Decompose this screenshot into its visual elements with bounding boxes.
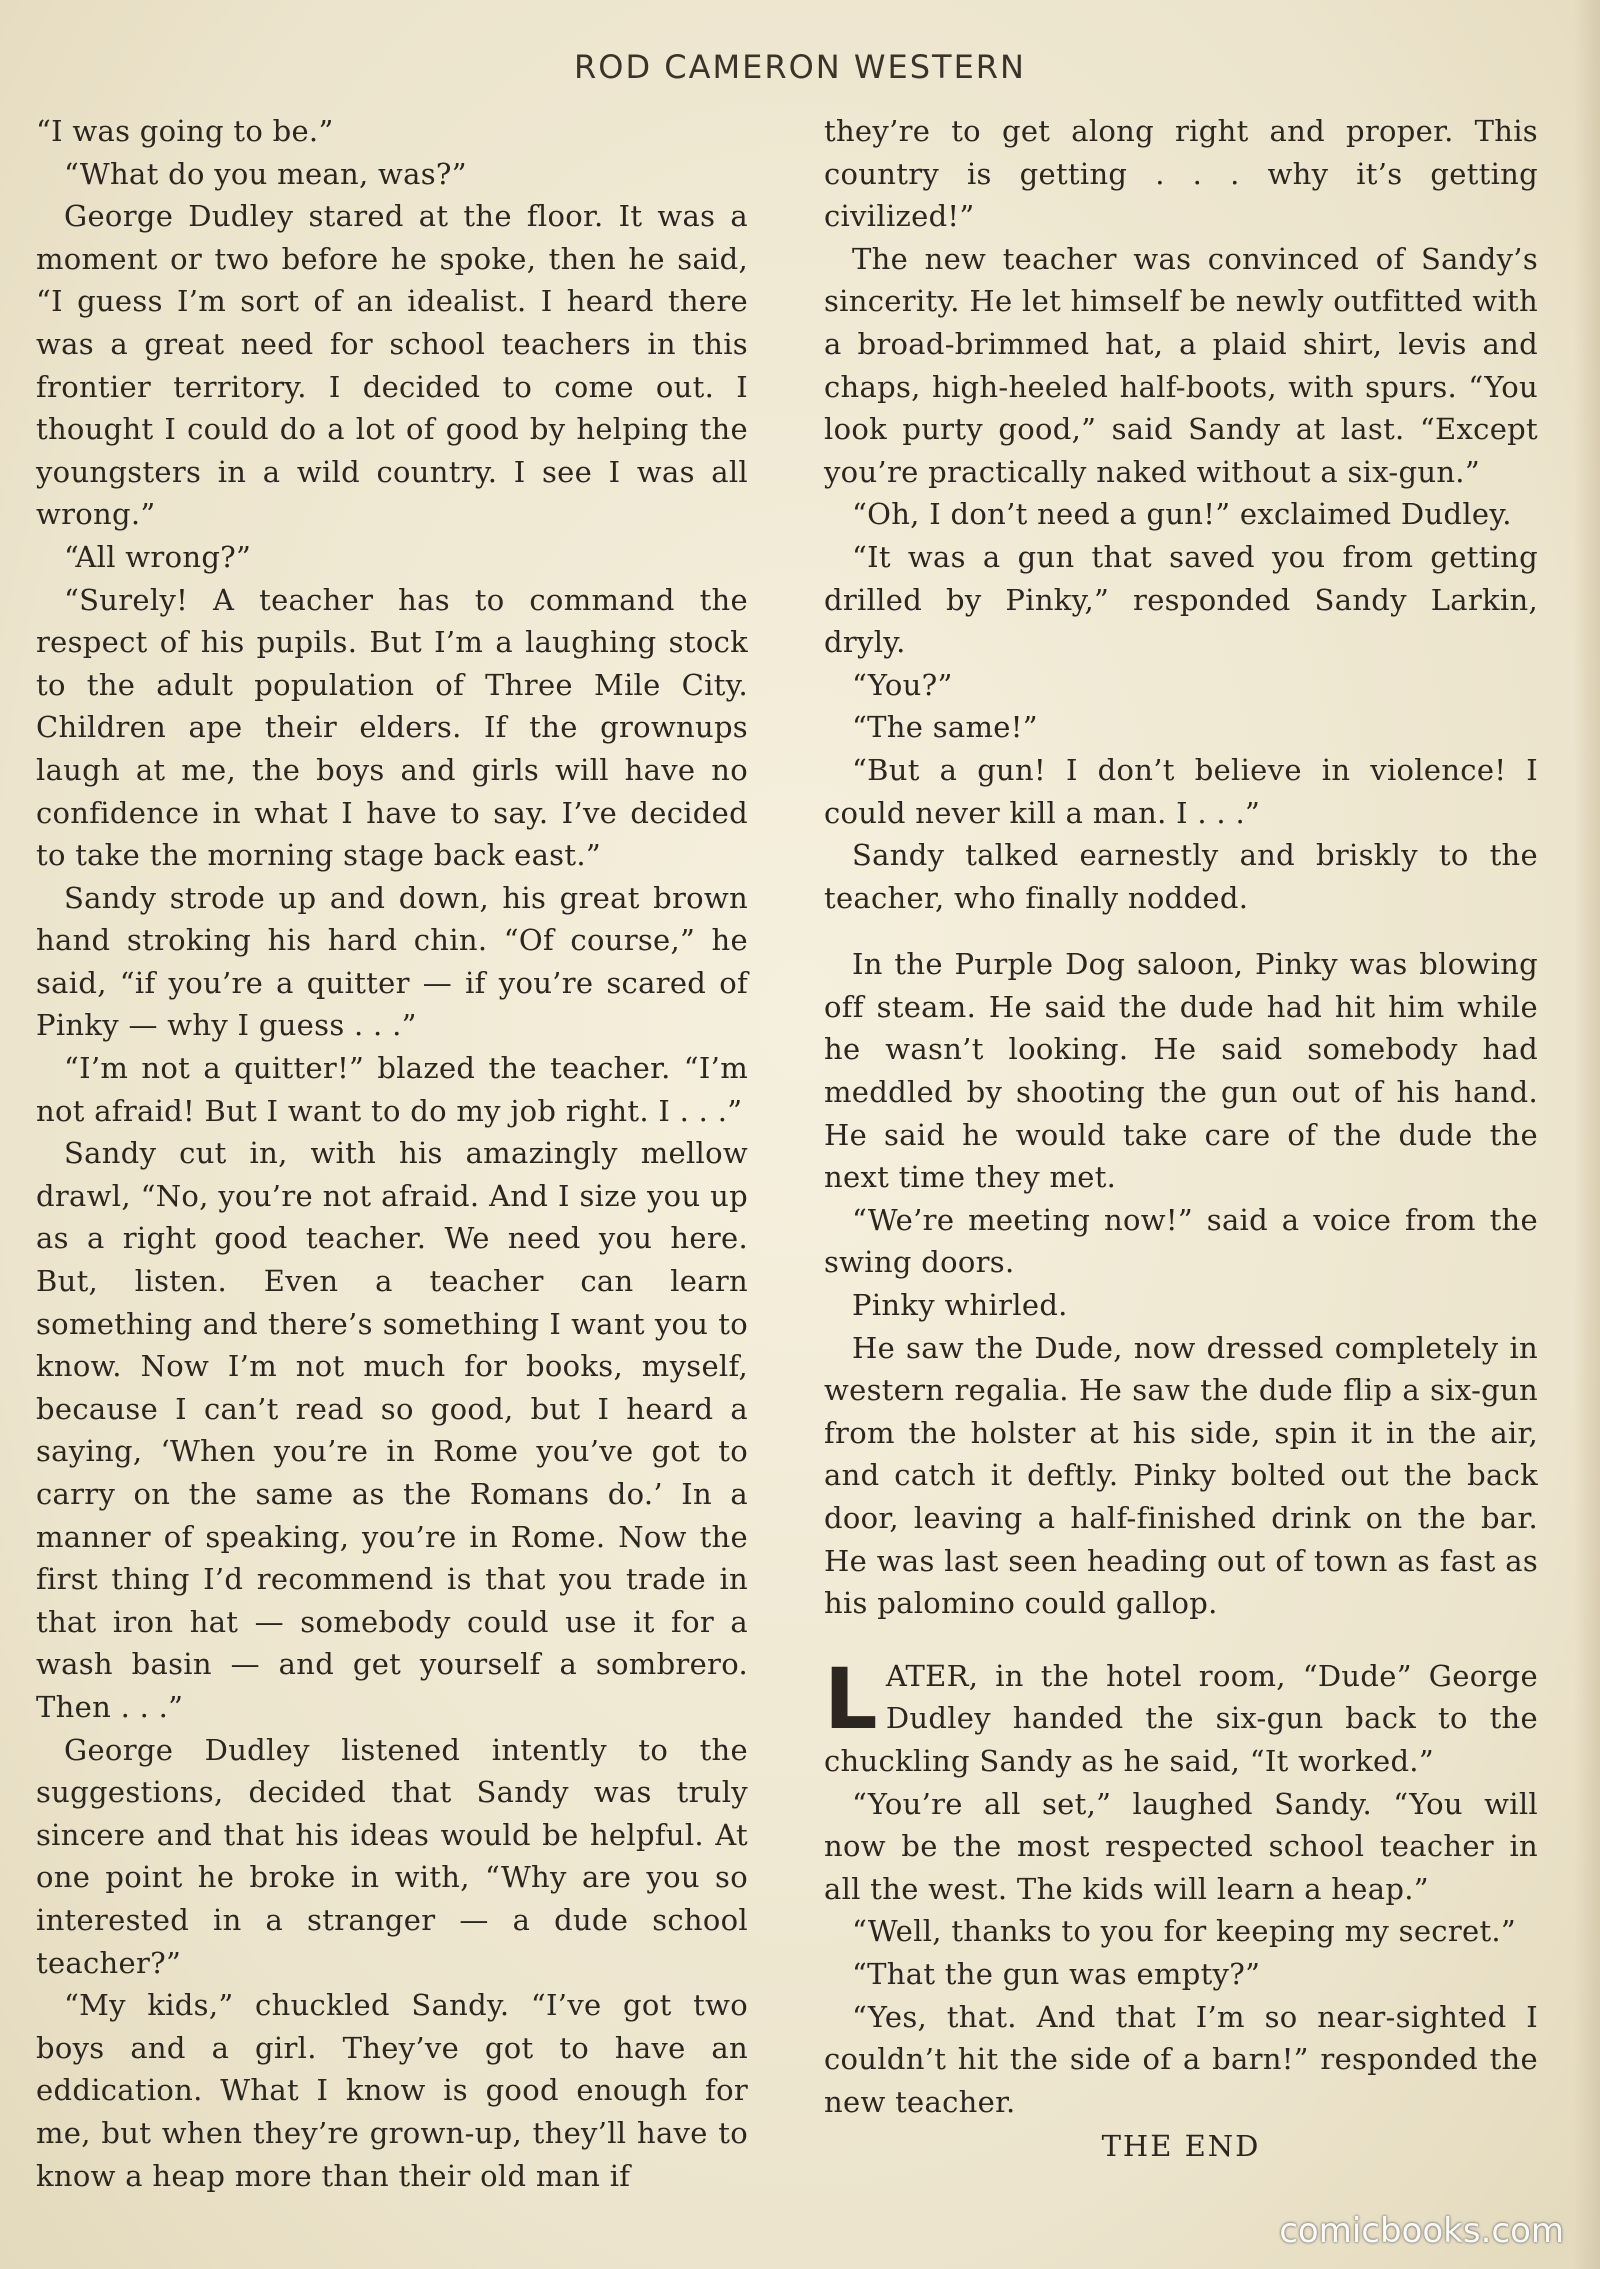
paragraph: “You?” (852, 667, 953, 702)
left-column (36, 110, 748, 2197)
paragraph: “Yes, that. And that I’m so near-sighted I couldn’t hit the side of a barn!” responded the new teacher. (824, 1999, 1538, 2119)
page-edge-shade (1574, 0, 1600, 2269)
paragraph: “What do you mean, was?” (64, 156, 467, 191)
paragraph: In the Purple Dog saloon, Pinky was blowing off steam. He said the dude had hit him while he wasn’t looking. He said somebody had meddled by shooting the gun out of his hand. He said he would take care of the dude the next time they met. (824, 947, 1538, 1195)
paragraph: “It was a gun that saved you from getting drilled by Pinky,” responded Sandy Larkin, dryly. (824, 539, 1538, 660)
paragraph: “We’re meeting now!” said a voice from the swing doors. (824, 1202, 1538, 1280)
paragraph: Sandy strode up and down, his great brown hand stroking his hard chin. “Of course,” he said, “if you’re a quitter — if you’re scared of Pinky — why I guess . . .” (36, 880, 748, 1043)
paragraph: “But a gun! I don’t believe in violence! I could never kill a man. I . . .” (824, 752, 1538, 830)
paragraph: “Oh, I don’t need a gun!” exclaimed Dudley. (852, 497, 1512, 532)
section-break (824, 919, 1538, 943)
paragraph: “That the gun was empty?” (852, 1956, 1261, 1991)
paragraph: “I was going to be.” (36, 114, 334, 148)
section-break (824, 1625, 1538, 1655)
right-column (824, 110, 1538, 2163)
paragraph: “You’re all set,” laughed Sandy. “You will now be the most respected school teacher in all the west. The kids will learn a heap.” (824, 1786, 1538, 1906)
paragraph: “All wrong?” (64, 539, 252, 574)
running-header: ROD CAMERON WESTERN (574, 48, 1026, 86)
paragraph: He saw the Dude, now dressed completely in western regalia. He saw the dude flip a six-gun from the holster at his side, spin it in the air, and catch it deftly. Pinky bolted out the back door, leaving a half-finished drink on the bar. He was last seen heading out of town as fast as his palomino could gallop. (824, 1330, 1538, 1621)
drop-cap-letter: L (824, 1649, 878, 1748)
paragraph: “Well, thanks to you for keeping my secret.” (852, 1914, 1517, 1949)
paragraph: Sandy talked earnestly and briskly to the teacher, who finally nodded. (824, 838, 1538, 915)
paragraph: George Dudley listened intently to the suggestions, decided that Sandy was truly sincere and that his ideas would be helpful. At one point he broke in with, “Why are you so interested in a stranger — a dude school teacher?” (36, 1732, 748, 1980)
paragraph: Sandy cut in, with his amazingly mellow drawl, “No, you’re not afraid. And I size you up as a right good teacher. We need you here. But, listen. Even a teacher can learn something and there’s something I want you to know. Now I’m not much for books, myself, because I can’t read so good, but I heard a saying, ‘When you’re in Rome you’ve got to carry on the same as the Romans do.’ In a manner of speaking, you’re in Rome. Now the first thing I’d recommend is that you trade in that iron hat — somebody could use it for a wash basin — and get yourself a sombrero. Then . . .” (36, 1136, 748, 1724)
paragraph: “I’m not a quitter!” blazed the teacher. “I’m not afraid! But I want to do my job right. I . . .” (36, 1051, 748, 1128)
paragraph: “Surely! A teacher has to command the respect of his pupils. But I’m a laughing stock to the adult population of Three Mile City. Children ape their elders. If the grownups laugh at me, the boys and girls will have no confidence in what I have to say. I’ve decided to take the morning stage back east.” (36, 582, 748, 873)
paragraph: Pinky whirled. (852, 1288, 1068, 1323)
paragraph: George Dudley stared at the floor. It was a moment or two before he spoke, then he said, “I guess I’m sort of an idealist. I heard there was a great need for school teachers in this frontier territory. I decided to come out. I thought I could do a lot of good by helping the youngsters in a wild country. I see I was all wrong.” (36, 199, 748, 532)
paragraph: they’re to get along right and proper. This country is getting . . . why it’s getting civilized!” (824, 114, 1538, 234)
the-end-label: THE END (1101, 2129, 1261, 2164)
dropcap-paragraph (824, 1649, 1538, 1783)
paragraph: “The same!” (852, 710, 1038, 745)
paragraph: “My kids,” chuckled Sandy. “I’ve got two boys and a girl. They’ve got to have an eddication. What I know is good enough for me, but when they’re grown-up, they’ll have to know a heap more than their old man if (36, 1988, 748, 2193)
dropcap-paragraph-text: ATER, in the hotel room, “Dude” George Dudley handed the six-gun back to the chuckling Sandy as he said, “It worked.” (824, 1658, 1538, 1778)
paragraph: The new teacher was convinced of Sandy’s sincerity. He let himself be newly outfitted with a broad-brimmed hat, a plaid shirt, levis and chaps, high-heeled half-boots, with spurs. “You look purty good,” said Sandy at last. “Except you’re practically naked without a six-gun.” (824, 241, 1538, 489)
watermark: comicbooks.com (1279, 2211, 1564, 2251)
